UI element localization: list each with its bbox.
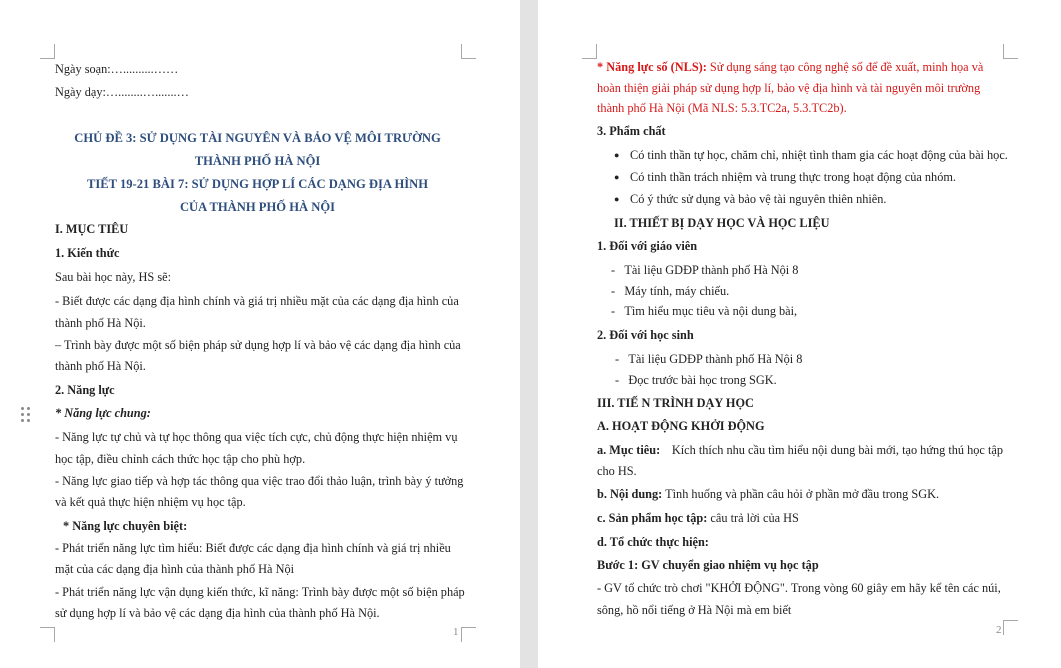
page-number: 1 bbox=[453, 626, 459, 638]
heading-knowledge: 1. Kiến thức bbox=[55, 246, 120, 260]
crop-mark-top-right bbox=[461, 44, 476, 59]
section-teaching-process: III. TIẾ N TRÌNH DẠY HỌC bbox=[597, 396, 754, 410]
quality-item-1: Có tinh thần tự học, chăm chỉ, nhiệt tình tham gia các hoạt động của bài học. bbox=[630, 148, 1008, 162]
document-page-1[interactable] bbox=[0, 0, 520, 668]
teacher-item-2: - Máy tính, máy chiếu. bbox=[611, 284, 730, 298]
section-objectives: I. MỤC TIÊU bbox=[55, 222, 129, 236]
crop-mark-top-right bbox=[1003, 44, 1018, 59]
step1-text-cont: sông, hồ nổi tiếng ở Hà Nội mà em biết bbox=[597, 603, 792, 617]
digital-competency-line3: thành phố Hà Nội (Mã NLS: 5.3.TC2a, 5.3.TC2b). bbox=[597, 101, 847, 115]
general-competency-1: - Năng lực tự chủ và tự học thông qua việc tích cực, chủ động thực hiện nhiệm vụ bbox=[55, 430, 458, 444]
document-page-2[interactable] bbox=[538, 0, 1061, 668]
digital-competency-text: Sử dụng sáng tạo công nghệ số để đề xuất, minh họa và bbox=[706, 60, 984, 74]
digital-competency-line2: hoàn thiện giải pháp sử dụng hợp lí, bảo vệ địa hình và tài nguyên môi trường bbox=[597, 81, 981, 95]
topic-title-line2: THÀNH PHỐ HÀ NỘI bbox=[194, 154, 321, 168]
intro-text: Sau bài học này, HS sẽ: bbox=[55, 270, 172, 284]
heading-qualities: 3. Phẩm chất bbox=[597, 124, 666, 138]
organization-heading: d. Tổ chức thực hiện: bbox=[597, 535, 709, 549]
specific-competency-2: - Phát triển năng lực vận dụng kiến thức, kĩ năng: Trình bày được một số biện pháp bbox=[55, 585, 465, 599]
drag-handle-icon[interactable] bbox=[21, 407, 31, 423]
digital-competency-line1 bbox=[597, 60, 983, 75]
specific-competency-2-cont: sử dụng hợp lí và bảo vệ các dạng địa hình của thành phố Hà Nội. bbox=[55, 606, 380, 620]
product-label: c. Sản phẩm học tập: bbox=[597, 511, 708, 525]
specific-competency-1-cont: mặt của các dạng địa hình của thành phố Hà Nội bbox=[55, 562, 295, 576]
quality-item-2: Có tinh thần trách nhiệm và trung thực trong hoạt động của nhóm. bbox=[630, 170, 956, 184]
student-item-1: - Tài liệu GDĐP thành phố Hà Nội 8 bbox=[615, 352, 803, 366]
objective-line2: cho HS. bbox=[597, 464, 637, 478]
page-gutter bbox=[520, 0, 538, 668]
general-competency-1-cont: học tập, điều chỉnh cách thức học tập cho phù hợp. bbox=[55, 452, 306, 466]
heading-teacher: 1. Đối với giáo viên bbox=[597, 239, 698, 253]
general-competency-2-cont: và kết quả thực hiện nhiệm vụ học tập. bbox=[55, 495, 246, 509]
objective-label: a. Mục tiêu: bbox=[597, 443, 661, 457]
objective-line1 bbox=[597, 443, 1003, 458]
student-item-2: - Đọc trước bài học trong SGK. bbox=[615, 373, 777, 387]
knowledge-item-1: - Biết được các dạng địa hình chính và giá trị nhiều mặt của các dạng địa hình của bbox=[55, 294, 459, 308]
knowledge-item-2-cont: thành phố Hà Nội. bbox=[55, 359, 146, 373]
knowledge-item-1-cont: thành phố Hà Nội. bbox=[55, 316, 146, 330]
crop-mark-top-left bbox=[40, 44, 55, 59]
page-number: 2 bbox=[996, 624, 1002, 636]
crop-mark-top-left bbox=[582, 44, 597, 59]
section-equipment: II. THIẾT BỊ DẠY HỌC VÀ HỌC LIỆU bbox=[614, 216, 830, 230]
content-line bbox=[597, 487, 939, 502]
bullet-icon: ● bbox=[614, 194, 620, 204]
content-text: Tình huống và phần câu hỏi ở phần mở đầu trong SGK. bbox=[662, 487, 940, 501]
step1-text: - GV tổ chức trò chơi "KHỞI ĐỘNG". Trong vòng 60 giây em hãy kể tên các núi, bbox=[597, 581, 1001, 595]
product-line bbox=[597, 511, 799, 526]
bullet-icon: ● bbox=[614, 172, 620, 182]
crop-mark-bottom-right bbox=[1003, 620, 1018, 635]
topic-title: CHỦ ĐỀ 3: SỬ DỤNG TÀI NGUYÊN VÀ BẢO VỆ MÔI TRƯỜNG bbox=[74, 131, 441, 145]
specific-competency-1: - Phát triển năng lực tìm hiểu: Biết được các dạng địa hình chính và giá trị nhiều bbox=[55, 541, 451, 555]
teacher-item-3: - Tìm hiểu mục tiêu và nội dung bài, bbox=[611, 304, 798, 318]
heading-warmup-activity: A. HOẠT ĐỘNG KHỞI ĐỘNG bbox=[597, 419, 765, 433]
quality-item-3: Có ý thức sử dụng và bảo vệ tài nguyên thiên nhiên. bbox=[630, 192, 887, 206]
objective-text: Kích thích nhu cầu tìm hiểu nội dung bài mới, tạo hứng thú học tập bbox=[668, 443, 1003, 457]
crop-mark-bottom-left bbox=[40, 627, 55, 642]
bullet-icon: ● bbox=[614, 150, 620, 160]
heading-competency: 2. Năng lực bbox=[55, 383, 115, 397]
lesson-title-line2: CỦA THÀNH PHỐ HÀ NỘI bbox=[179, 200, 336, 214]
lesson-title: TIẾT 19-21 BÀI 7: SỬ DỤNG HỢP LÍ CÁC DẠNG ĐỊA HÌNH bbox=[86, 177, 429, 191]
digital-competency-label: * Năng lực số (NLS): bbox=[597, 60, 707, 74]
crop-mark-bottom-right bbox=[461, 627, 476, 642]
heading-student: 2. Đối với học sinh bbox=[597, 328, 694, 342]
general-competency-heading: * Năng lực chung: bbox=[55, 406, 151, 420]
content-label: b. Nội dung: bbox=[597, 487, 663, 501]
knowledge-item-2: – Trình bày được một số biện pháp sử dụng hợp lí và bảo vệ các dạng địa hình của bbox=[55, 338, 461, 352]
teach-date: Ngày dạy:…........….......… bbox=[55, 85, 189, 99]
specific-competency-heading: * Năng lực chuyên biệt: bbox=[63, 519, 188, 533]
prep-date: Ngày soạn:…..........…… bbox=[55, 62, 179, 76]
product-text: câu trả lời của HS bbox=[707, 511, 799, 525]
step1-heading: Bước 1: GV chuyển giao nhiệm vụ học tập bbox=[597, 558, 819, 572]
general-competency-2: - Năng lực giao tiếp và hợp tác thông qua việc trao đổi thảo luận, trình bày ý tưởng bbox=[55, 474, 464, 488]
teacher-item-1: - Tài liệu GDĐP thành phố Hà Nội 8 bbox=[611, 263, 799, 277]
